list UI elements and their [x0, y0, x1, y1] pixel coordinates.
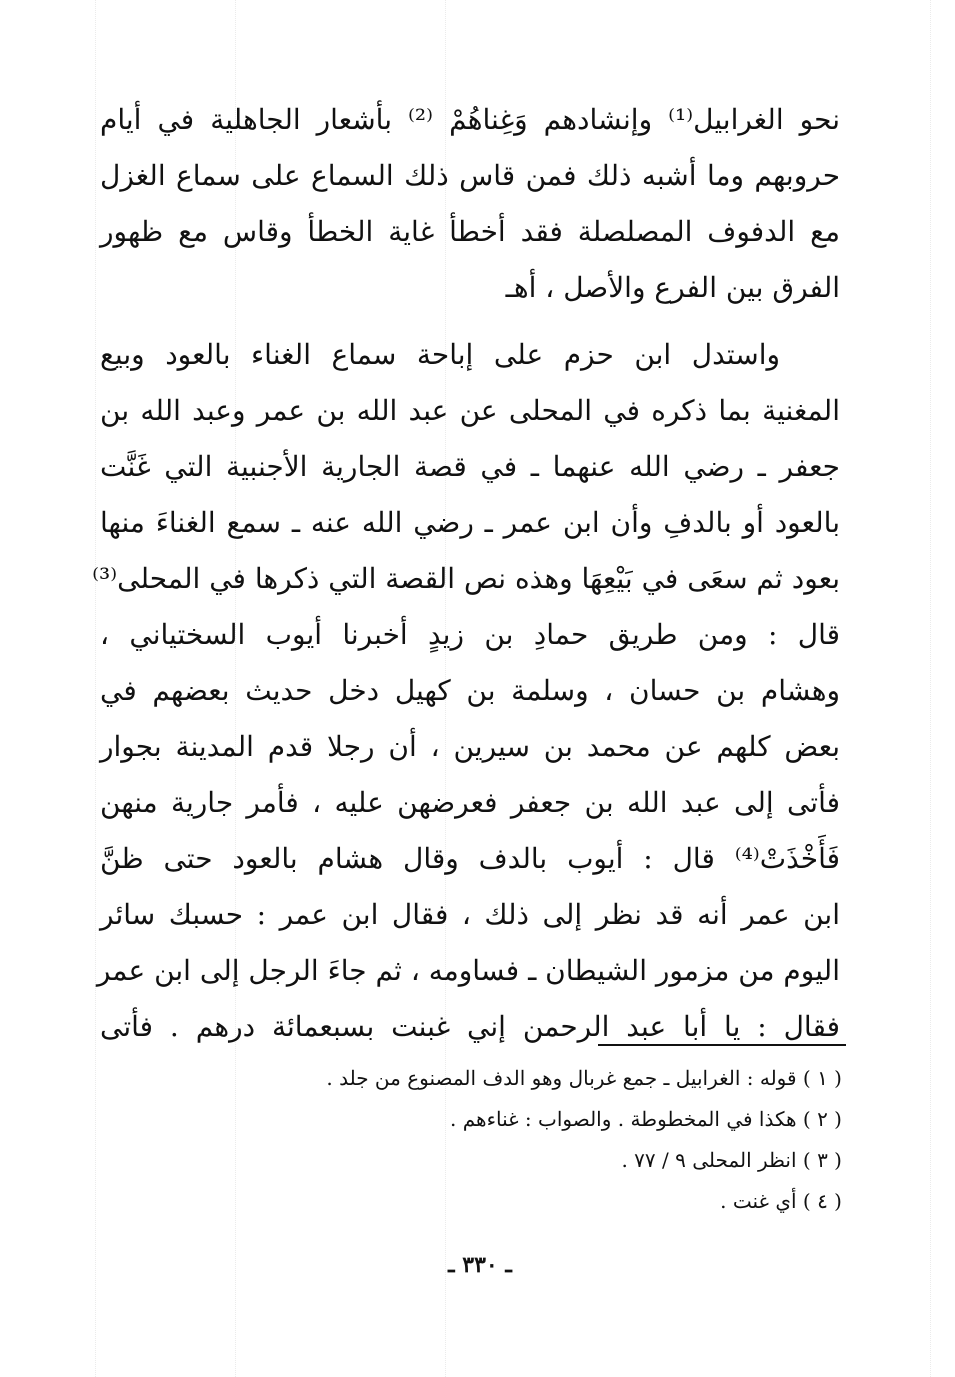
text-line: واستدل ابن حزم على إباحة سماع الغناء بالعود وبيع: [100, 338, 780, 371]
text-line: ابن عمر أنه قد نظر إلى ذلك ، فقال ابن عمر : حسبك سائر: [100, 898, 840, 931]
text-line: فأتى إلى عبد الله بن جعفر فعرضهن عليه ، فأمر جارية منهن: [100, 786, 840, 819]
footnote-separator: [598, 1044, 846, 1046]
text-line: جعفر ـ رضي الله عنهما ـ في قصة الجارية الأجنبية التي غَنَّت: [100, 450, 840, 483]
text-line: اليوم من مزمور الشيطان ـ فساومه ، ثم جاءَ الرجل إلى ابن عمر: [96, 954, 840, 987]
text-line: بالعود أو بالدفِ وأن ابن عمر ـ رضي الله عنه ـ سمع الغناءَ منها: [100, 506, 840, 539]
text-line: وهشام بن حسان ، وسلمة بن كهيل دخل حديث بعضهم في: [100, 674, 840, 707]
text-line: نحو الغرابيل⁽¹⁾ وإنشادهم وَغِناهُمْ ⁽²⁾ بأشعار الجاهلية في أيام: [100, 103, 840, 136]
paragraph-1: [100, 92, 840, 316]
scan-artifact-line: [95, 0, 97, 1377]
footnote: ( ٤ ) أي غنت .: [720, 1189, 842, 1213]
text-line: فَأَخْذَتْ⁽⁴⁾ قال : أيوب بالدف وقال هشام بالعود حتى ظنَّ: [100, 842, 840, 875]
footnote: ( ٣ ) انظر المحلى ٩ / ٧٧ .: [621, 1148, 842, 1172]
text-line: بعض كلهم عن محمد بن سيرين ، أن رجلا قدم المدينة بجوار: [100, 730, 840, 763]
text-line: بعود ثم سعَى في بَيْعِهَا وهذه نص القصة التي ذكرها في المحلى⁽³⁾: [92, 562, 840, 595]
footnotes: [200, 1058, 842, 1222]
page-number: ـ ٣٣٠ ـ: [448, 1252, 512, 1278]
text-line: قال : ومن طريق حمادِ بن زيدٍ أخبرنا أيوب السختياني ،: [100, 618, 840, 651]
text-line: حروبهم وما أشبه ذلك فمن قاس ذلك السماع على سماع الغزل: [100, 159, 840, 192]
text-line: فقال : يا أبا عبد الرحمن إني غبنت بسبعمائة درهم . فأتى: [100, 1010, 840, 1043]
scan-artifact-line: [930, 0, 932, 1377]
footnote: ( ٢ ) هكذا في المخطوطة . والصواب : غناءهم .: [450, 1107, 842, 1131]
paragraph-2: [92, 327, 840, 1055]
text-line: مع الدفوف المصلصلة فقد أخطأ غاية الخطأ وقاس مع ظهور: [100, 215, 840, 248]
footnote: ( ١ ) قوله : الغرابيل ـ جمع غربال وهو الدف المصنوع من جلد .: [326, 1066, 842, 1090]
text-line: المغنية بما ذكره في المحلى عن عبد الله بن عمر وعبد الله بن: [100, 394, 840, 427]
text-line: الفرق بين الفرع والأصل ، أهـ: [505, 271, 840, 304]
